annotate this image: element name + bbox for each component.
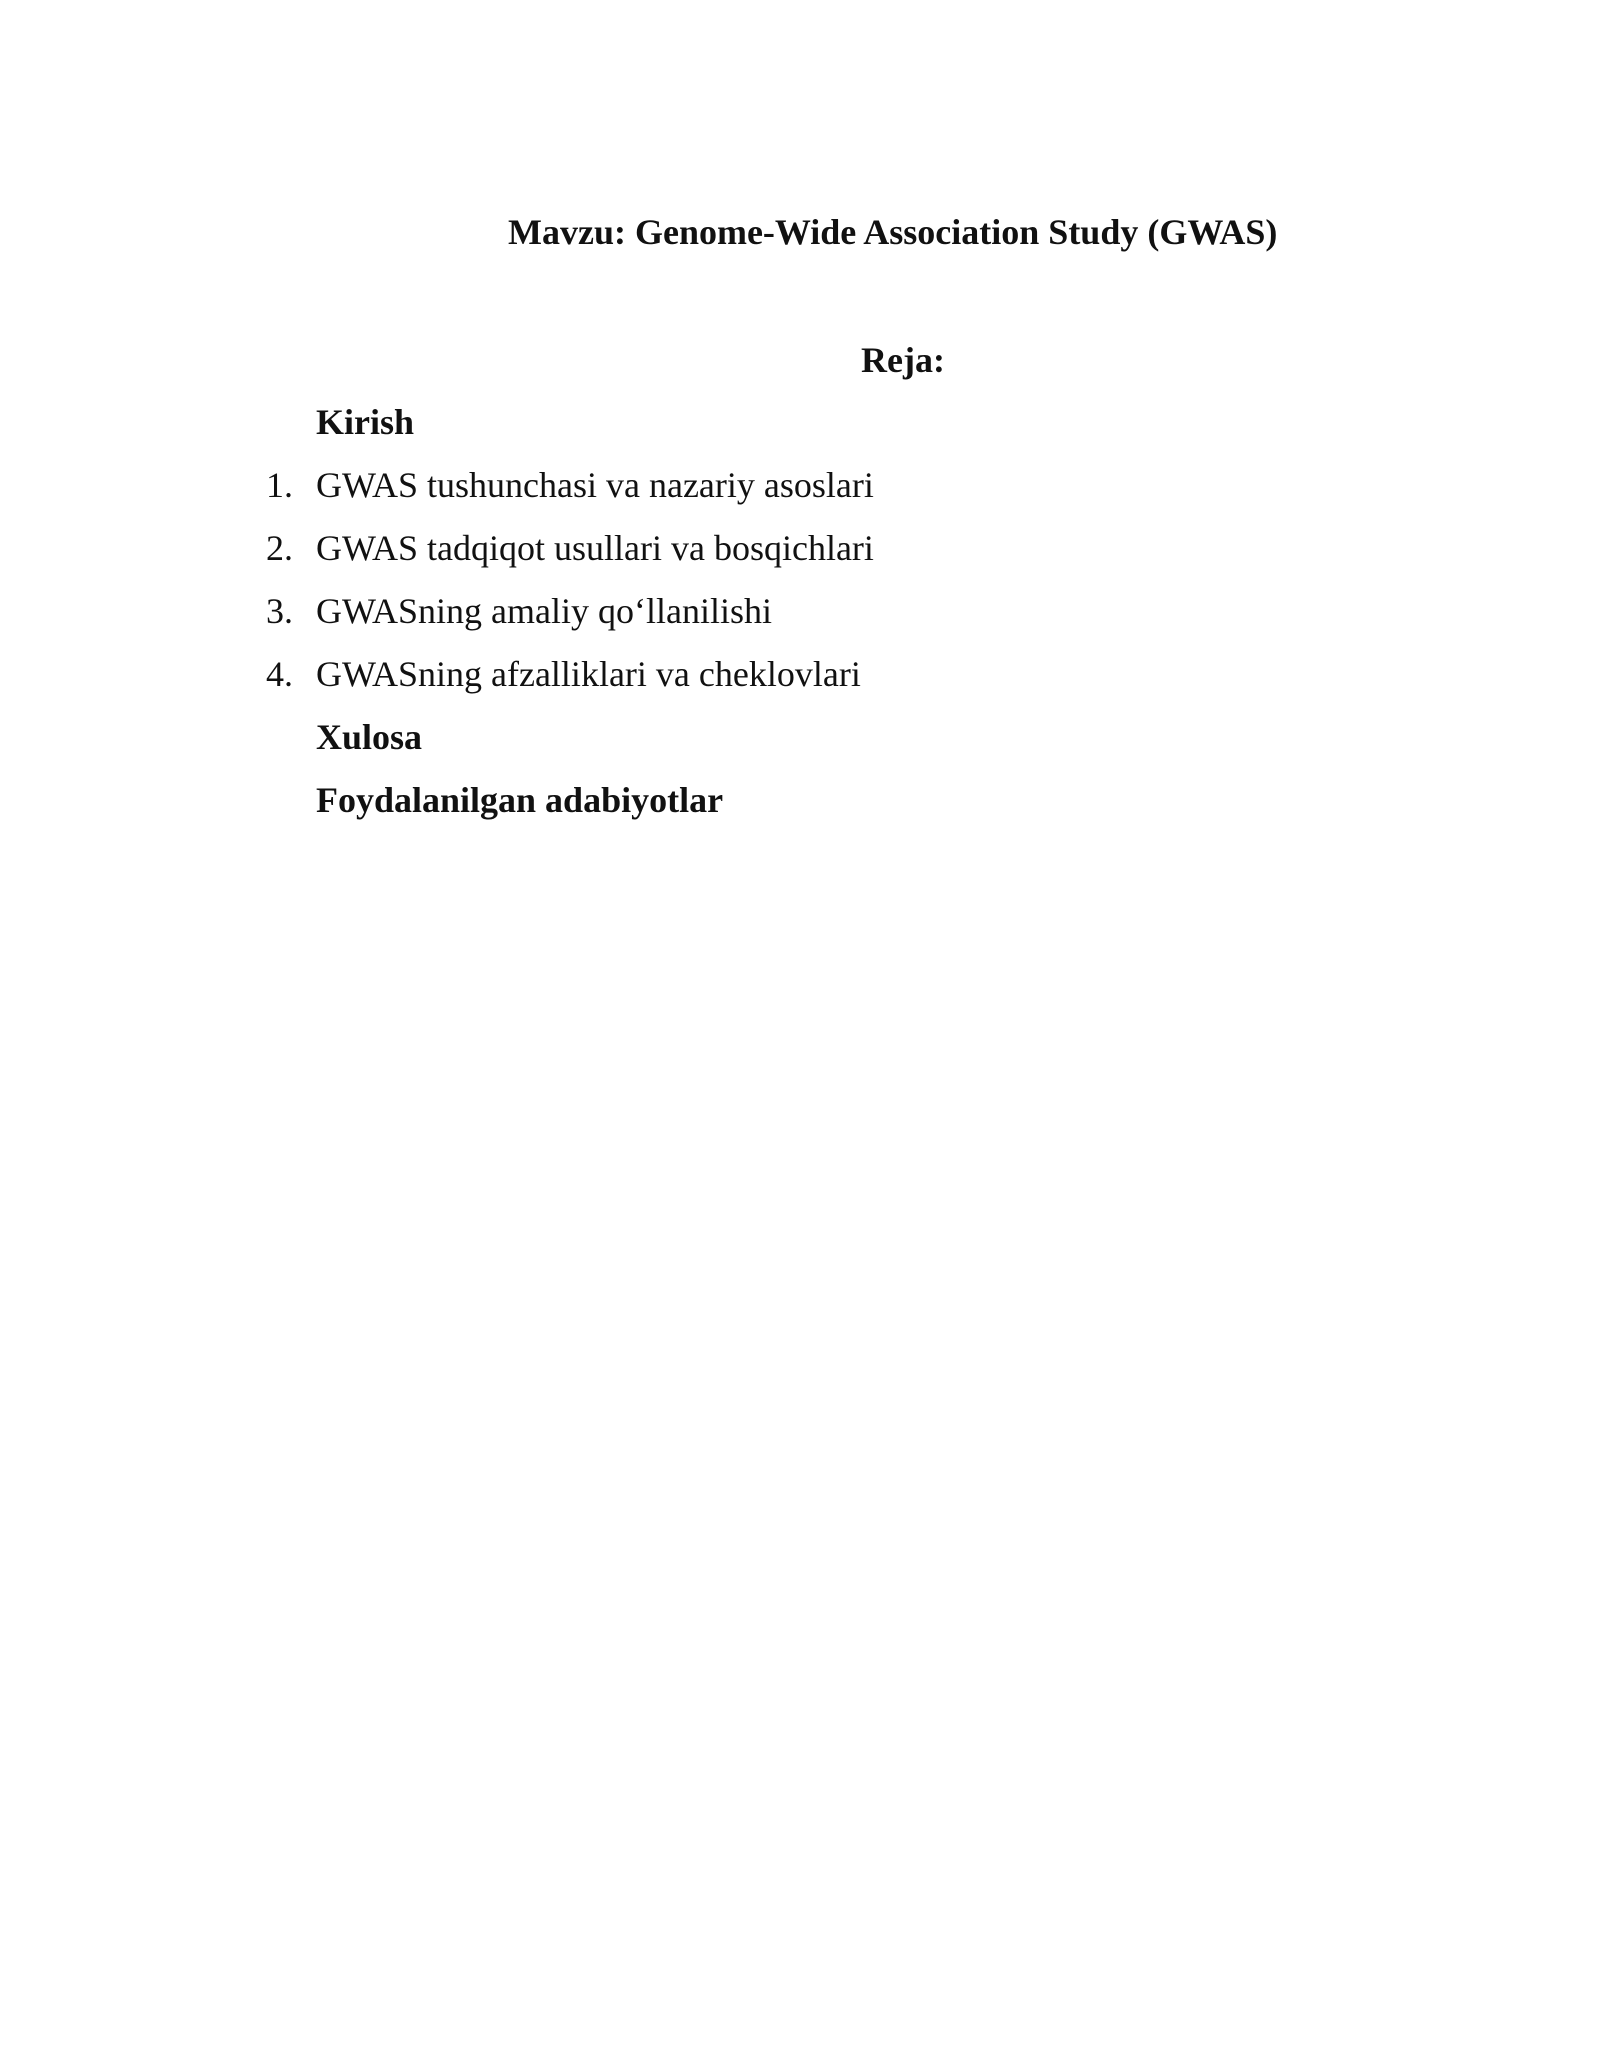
plan-outline — [266, 398, 1366, 839]
document-title: Mavzu: Genome-Wide Association Study (GWAS) — [508, 212, 1278, 252]
outline-number: 3. — [266, 591, 293, 631]
outline-item-4 — [266, 650, 1366, 713]
outline-text: Xulosa — [316, 717, 423, 757]
outline-item-1 — [266, 461, 1366, 524]
outline-text: GWASning amaliy qo‘llanilishi — [316, 591, 772, 631]
outline-number: 4. — [266, 654, 293, 694]
outline-item-2 — [266, 524, 1366, 587]
outline-item-3 — [266, 587, 1366, 650]
plan-heading: Reja: — [861, 340, 945, 380]
outline-number: 1. — [266, 465, 293, 505]
outline-text: Kirish — [316, 402, 415, 442]
outline-number: 2. — [266, 528, 293, 568]
outline-text: GWASning afzalliklari va cheklovlari — [316, 654, 861, 694]
outline-item-references — [266, 776, 1366, 839]
outline-item-conclusion — [266, 713, 1366, 776]
outline-text: Foydalanilgan adabiyotlar — [316, 780, 724, 820]
outline-item-introduction — [266, 398, 1366, 461]
outline-text: GWAS tushunchasi va nazariy asoslari — [316, 465, 874, 505]
outline-text: GWAS tadqiqot usullari va bosqichlari — [316, 528, 874, 568]
